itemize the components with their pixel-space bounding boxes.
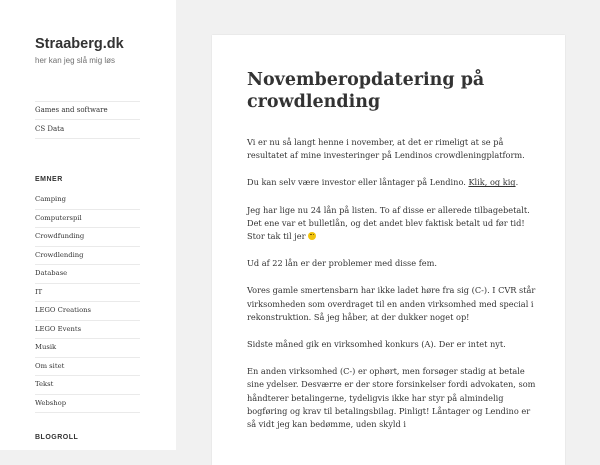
paragraph-text: Jeg har lige nu 24 lån på listen. To af disse er allerede tilbagebetalt. Det ene var et bulletlån, og det andet blev faktisk betalt ud før tid! Stor tak til jer <box>247 204 530 242</box>
category-link[interactable]: Computerspil <box>35 210 140 229</box>
paragraph-text: Du kan selv være investor eller låntager på Lendino. <box>247 177 469 188</box>
paragraph: Ud af 22 lån er der problemer med disse fem. <box>247 258 437 269</box>
menu-item-cs-data[interactable]: CS Data <box>35 120 140 139</box>
category-link[interactable]: LEGO Creations <box>35 302 140 321</box>
menu-item-games-and-software[interactable]: Games and software <box>35 101 140 120</box>
categories-widget-title: EMNER <box>35 176 63 183</box>
category-link[interactable]: Webshop <box>35 395 140 414</box>
paragraph-text: . <box>515 177 519 188</box>
paragraph <box>247 204 537 244</box>
category-link[interactable]: Musik <box>35 339 140 358</box>
blogroll-widget-title: BLOGROLL <box>35 434 79 441</box>
category-link[interactable]: Tekst <box>35 376 140 395</box>
paragraph: Sidste måned gik en virksomhed konkurs (A). Der er intet nyt. <box>247 339 506 350</box>
category-link[interactable]: LEGO Events <box>35 321 140 340</box>
smiley-icon <box>308 232 316 240</box>
lendino-link[interactable]: Klik, og kig <box>468 177 516 188</box>
category-link[interactable]: Database <box>35 265 140 284</box>
category-link[interactable]: Camping <box>35 191 140 210</box>
categories-list <box>35 191 140 413</box>
post-title[interactable]: Novemberopdatering på crowdlending <box>247 70 485 112</box>
sidebar <box>0 0 176 450</box>
site-tagline: her kan jeg slå mig løs <box>35 56 116 65</box>
paragraph: Vores gamle smertensbarn har ikke ladet høre fra sig (C-). I CVR står virksomheden som overdraget til en anden virksomhed med special i rekonstruktion. Så jeg håber, at der dukker noget op! <box>247 285 536 322</box>
category-link[interactable]: Crowdfunding <box>35 228 140 247</box>
category-link[interactable]: Om sitet <box>35 358 140 377</box>
paragraph <box>247 176 537 189</box>
paragraph: En anden virksomhed (C-) er ophørt, men forsøger stadig at betale sine ydelser. Desværre er der store forsinkelser fordi advokaten, som håndterer betalingerne, tydeligvis ikke har styr på almindelig bogføring og krav til betalingsbilag. Pinligt! Låntager og Lendino er så vidt jeg kan bedømme, uden skyld i <box>247 366 536 430</box>
main-menu <box>35 101 140 139</box>
post-content <box>247 136 537 445</box>
category-link[interactable]: Crowdlending <box>35 247 140 266</box>
post-card <box>212 35 565 465</box>
category-link[interactable]: IT <box>35 284 140 303</box>
paragraph: Vi er nu så langt henne i november, at det er rimeligt at se på resultatet af mine investeringer på Lendinos crowdleningplatform. <box>247 137 525 161</box>
site-title[interactable]: Straaberg.dk <box>35 36 124 52</box>
